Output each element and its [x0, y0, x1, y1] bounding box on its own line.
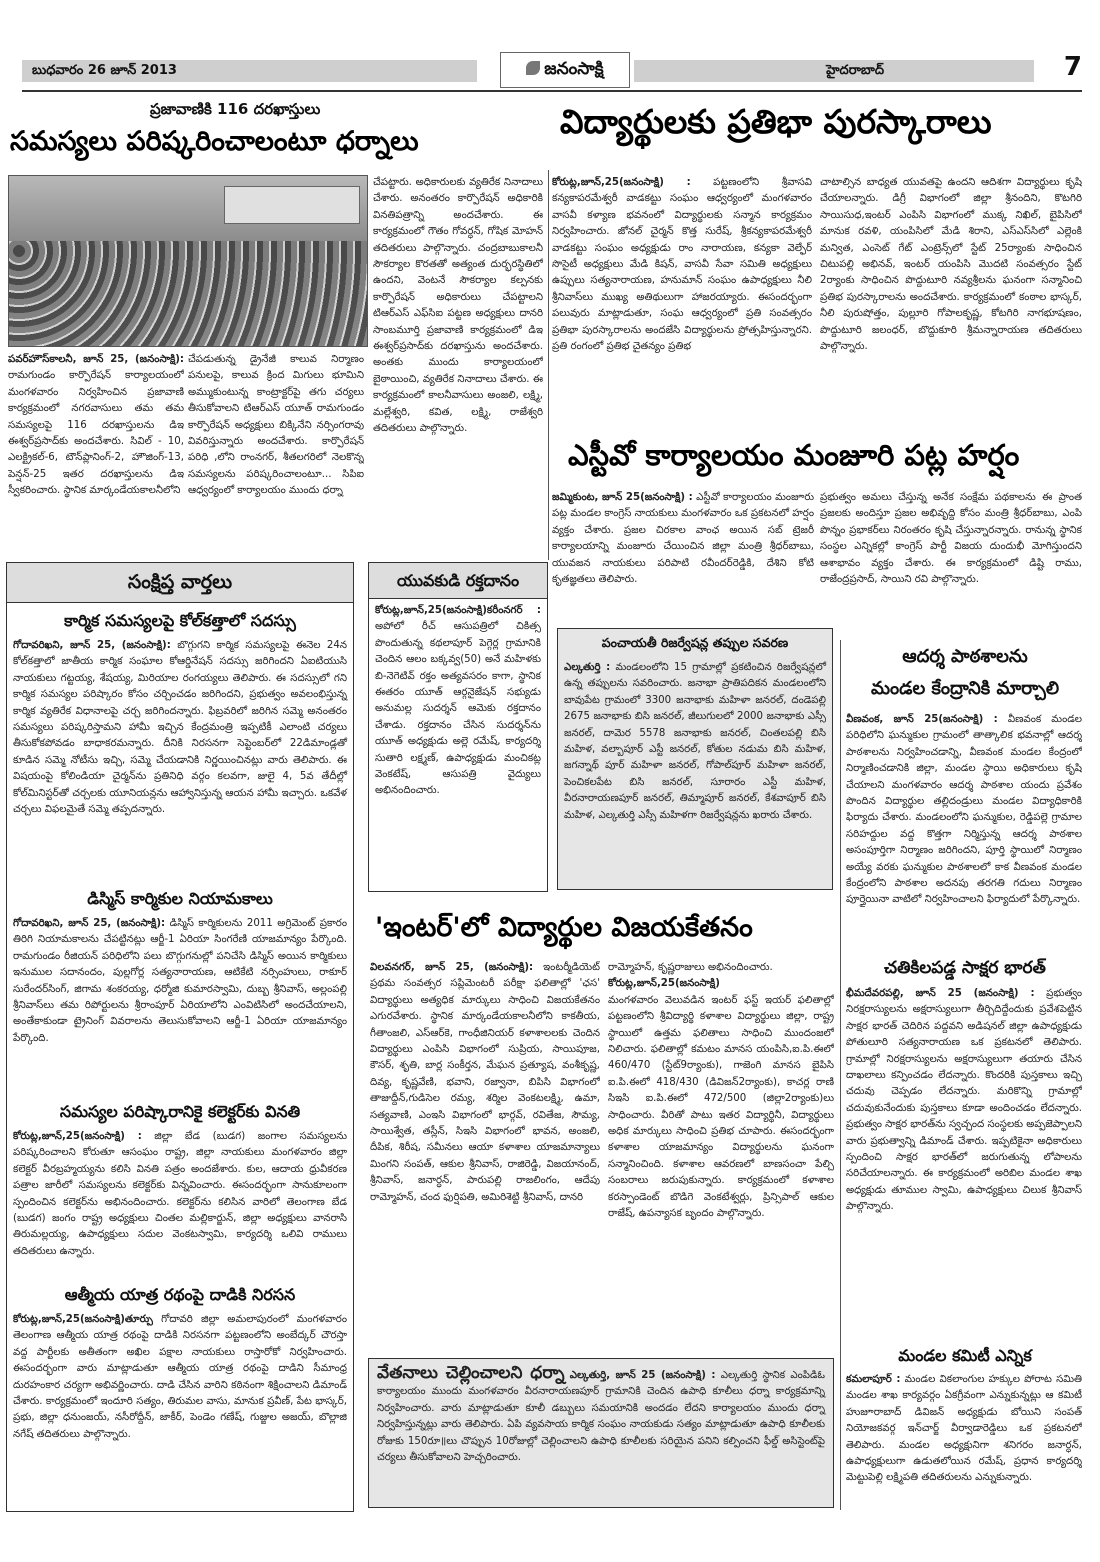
model-school-headline-1: ఆదర్శ పాఠశాలను	[902, 646, 1028, 667]
leaf-icon	[526, 61, 540, 75]
panchayat-text: మండలంలోని 15 గ్రామాల్లో ప్రకటించిన రిజర్వేషన్లలో ఉన్న తప్పులను సవరించారు. జనాభా ప్రాతిపదికన మండలంలోని బావుపేట గ్రామంలో 3300 జనాభాకు మహిళా జనరల్‌, దండెపల్లి 2675 జనాభాకు బిసి జనరల్‌, జీలుగులలో 2000 జనాభాకు ఎస్సీ జనరల్‌, దామెర 5578 జనాభాకు జనరల్‌, చింతలపల్లి బిసి మహిళ, వల్బాపూర్‌ ఎస్టీ జనరల్‌, కోతుల నడుమ బిసి మహిళ, జగన్నాథ్‌ పూర్‌ మహిళా జనరల్‌, గోపాల్‌పూర్‌ మహిళా జనరల్‌, పెంచికలపేట బిసి జనరల్‌, సూరారం ఎస్టీ మహిళ, వీరనారాయణపూర్‌ జనరల్‌, తిమ్మాపూర్‌ జనరల్‌, కేశవాపూర్‌ బిసి మహిళ, ఎల్కతుర్తి ఎస్సీ మహిళగా రిజర్వేషన్లను ఖరారు చేశారు.	[564, 662, 827, 821]
model-school-text: వీణవంక మండల పరిధిలోని ఘన్ముకుల గ్రామంలో తాత్కాలిక భవనాల్లో ఆదర్శ పాఠశాలను నిర్వహించడాన్ని, వీణవంక మండల కేంద్రంలో నిర్మాణించడానికి జిల్లా, మండల స్థాయి అధికారులు కృషి చేయాలని మంగళవారం ఆదర్శ పాఠశాల యందు ప్రవేశం పొందిన విద్యార్థుల తల్లిదండ్రులు మండల విద్యాధికారికి ఫిర్యాదు చేశారు. మండలంలోని ఘన్ముకుల, రెడ్డిపల్లె గ్రామాల సరిహద్దుల వద్ద కొత్తగా నిర్మిస్తున్న ఆదర్శ పాఠశాల అసంపూర్తిగా నిర్మాణం జరిగిందని, పూర్తి స్థాయిలో నిర్మాణం అయ్యే వరకు ఘన్ముకుల పాఠశాలలో కాక వీణవంక మండల కేంద్రంలోని పాఠశాల అదనపు తరగతి గదులు నిర్మాణం పూర్తైయినా వాటిలో నిర్వహించాలని ఫిర్యాదులో పేర్కొన్నారు.	[846, 714, 1082, 906]
dharna-col-2	[188, 352, 364, 562]
awards-col-2	[820, 175, 1082, 415]
dharna-dateline: పవర్‌హౌస్‌కాలనీ, జూన్‌ 25, (జనంసాక్షి):	[8, 354, 184, 365]
committee-body	[846, 1372, 1082, 1512]
brief-4-headline: ఆత్మీయ యాత్ర రథంపై దాడికి నిరసన	[64, 1285, 296, 1304]
blood-box	[368, 562, 548, 892]
brief-1-body	[7, 638, 353, 883]
brief-2-body	[7, 916, 353, 1096]
literacy-text: ప్రభుత్వం నిరక్షరాస్యులను అక్షరాస్యులుగా తీర్చిదిద్దేందుకు ప్రవేశపెట్టిన సాక్షర భారత్‌ చెదిరిన పద్దవని అడిషనల్‌ జిల్లా ఉపాధ్యక్షుడు పోతులూరి సత్యనారాయణ ఒక ప్రకటనలో తెలిపారు. గ్రామాల్లో నిరక్షరాస్యులను అక్షరాస్యులుగా తయారు చేసిన దాఖలాలు కన్పించడం లేదన్నారు. కొందరికి పుస్తకాలు ఇచ్చి చదువు చెప్పడం లేదన్నారు. మరికొన్ని గ్రామాల్లో చదువుకునేందుకు పుస్తకాలు కూడా అందించడం లేదన్నారు. ప్రభుత్వం సాక్షర భారత్‌ను స్వచ్ఛంద సంస్థలకు అప్పజెప్పాలని వారు ప్రభుత్వాన్ని డిమాండ్‌ చేశారు. ఇప్పటికైనా అధికారులు స్పందించి సాక్షర భారత్‌లో జరుగుతున్న లోపాలను సరిచేయాలన్నారు. ఈ కార్యక్రమంలో అరిబిల మండల శాఖ అధ్యక్షుడు తూముల స్వామి, ఉపాధ్యక్షులు చిలుక శ్రీనివాస్‌ పాల్గొన్నారు.	[846, 988, 1082, 1213]
newspaper-logo	[500, 52, 630, 88]
wages-dateline: ఎల్కతుర్తి, జూన్‌ 25 (జనంసాక్షి) :	[569, 1370, 716, 1381]
inter-dateline-1: విలవనగర్‌, జూన్‌ 25, (జనంసాక్షి):	[370, 962, 534, 973]
estivo-text-1: ఎస్టీవో కార్యాలయం మంజూరు పట్ల మండల కాంగ్రెస్‌ నాయకులు మంగళవారం ఒక ప్రకటనలో హర్షం వ్యక్తం చేశారు. ప్రజల చిరకాల వాంఛ అయిన సబ్‌ ట్రెజరీ కార్యాలయాన్ని మంజూరు చేయించిన జిల్లా మంత్రి శ్రీధర్‌బాబు, యువజన నాయకులు పరిపాటి రవీందర్‌రెడ్డికి, దేశిని కోటి కృతజ్ఞతలు తెలిపారు.	[552, 492, 814, 586]
awards-dateline: కోరుట్ల,జూన్‌,25(జనంసాక్షి) :	[552, 177, 691, 188]
crowd-photo	[8, 175, 368, 347]
dharna-col-3	[373, 175, 543, 555]
inter-col-2	[608, 960, 834, 1350]
brief-3-text: జిల్లా బేడ (బుడగ) జంగాల సమస్యలను పరిష్కరించాలని కోరుతూ ఆసంఘం రాష్ట్ర, జిల్లా నాయకులు మంగళవారం జిల్లా కలెక్టర్‌ వీరబ్రహ్మయ్యను కలిసి వినతి పత్రం అందజేశారు. కుల, ఆదాయ ధ్రువీకరణ పత్రాల జారీలో సమస్యలను కలెక్టర్‌కు విన్నవించారు. ఈసందర్భంగా సానుకూలంగా స్పందించిన కలెక్టర్‌ను అభినందించారు. కలెక్టర్‌ను కలిసిన వారిలో తెలంగాణ బేడ (బుడగ) జంగం రాష్ట్ర అధ్యక్షులు చింతల మల్లికార్జున్‌, జిల్లా అధ్యక్షులు వానరాసి తిరుమల్లయ్య, ఉపాధ్యక్షులు సదుల వెంకటస్వామి, కార్యదర్శి ఒలివి రాములు తదితరులు ఉన్నారు.	[13, 1131, 347, 1257]
estivo-headline: ఎస్టీవో కార్యాలయం మంజూరి పట్ల హర్షం	[568, 438, 1020, 472]
estivo-col-1	[552, 490, 814, 630]
panchayat-box	[557, 628, 833, 890]
dharna-text-2: చేపడుతున్న డ్రైనేజీ కాలువ నిర్మాణం పనులపై, కాలువ క్రింద మిగులు భూమిని అమ్ముకుంటున్న కాంట్రాక్టర్‌పై తగు చర్యలు తీసుకోవాలని టిఆర్‌ఎస్‌ యూత్‌ రామగుండం కార్పొరేషన్‌ అధ్యక్షులు బిక్కినేని నర్సింగరావు వివరిస్తున్నారు అందచేశారు. కార్పొరేషన్‌ పరిధి ,లోని రాంనగర్‌, శీతలగరిలో నెలకొన్న సమస్యలను పరిష్కరించాలంటూ... సిపిఐ ఆధ్వర్యంలో కార్యాలయం ముందు ధర్నా	[188, 354, 364, 497]
masthead-rule	[22, 90, 1082, 92]
brief-2-headline: డిస్మిస్‌ కార్మికుల నియామకాలు	[87, 889, 273, 908]
literacy-body	[846, 986, 1082, 1298]
awards-text-2: చాటాల్సిన బాధ్యత యువతపై ఉందని ఆదిశగా విద్యార్థులు కృషి చేయాలన్నారు. డిగ్రీ విభాగంలో జిల్లా శ్రీనందిని, కొటగిరి సాయిసుధ,ఇంటర్‌ ఎంపిసి విభాగంలో ముక్క నిఖిల్‌, బైపిసిలో మానుక రవళి, యంపిసిలో మేడి శిరాని, ఎస్‌ఎస్‌సిలో ఎల్లెంకి మన్విత, ఎంసెట్‌ గేట్‌ ఎంట్రెన్స్‌లో స్టేట్‌ 25ర్యాంకు సాధించిన చిటుపల్లి అభినవ్‌, ఇంటర్‌ యంపిసి మొదటి సంవత్సరం స్టేట్‌ 2ర్యాంకు సాధించిన పొద్దుటూరి నవ్యశ్రీలను ఘనంగా సన్మానించి ప్రతిభ పురస్కారాలను అందచేశారు. కార్యక్రమంలో కంఠాల భాస్కర్‌, నీలి పురుషోత్తం, పుల్లూరి గోపాలకృష్ణ, కోటగిరి నాగభూషణం, పొద్దుటూరి జలంధర్‌, బొద్దుకూరి శ్రీమన్నారాయణ తదితరులు పాల్గొన్నారు.	[820, 177, 1082, 353]
dharna-kicker: ప్రజావాణికి 116 దరఖాస్తులు	[150, 100, 321, 118]
estivo-text-2: ప్రభుత్వం అమలు చేస్తున్న అనేక సంక్షేమ పథకాలను ఈ ప్రాంత ప్రజలకు అందిస్తూ ప్రజల అభివృద్ది కోసం మంత్రి శ్రీధర్‌బాబు, ఎంపి పొన్నం ప్రభాకర్‌లు నిరంతరం కృషి చేస్తున్నారన్నారు. రానున్న స్థానిక సంస్థల ఎన్నికల్లో కాంగ్రెస్‌ పార్టీ విజయ దుందుభీ మోగిస్తుందని ఆశాభావం వ్యక్తం చేశారు. ఈ కార్యక్రమంలో డిష్టి రాము, రాజేంద్రప్రసాద్‌, సాయిని రవి పాల్గొన్నారు.	[820, 492, 1082, 586]
logo-text: జనంసాక్షి	[544, 59, 604, 79]
edition-city: హైదరాబాద్‌	[634, 60, 1034, 82]
brief-2-text: డిస్మిస్‌ కార్మికులను 2011 అగ్రిమెంట్‌ ప్రకారం తిరిగి నియామకాలను చేపట్టినట్లు ఆర్జీ-1 ఏరియా సింగరేణి యాజమాన్యం పేర్కొంది. రామగుండం రీజియన్‌ పరిధిలోని పలు బొగ్గుగనుల్లో పనిచేసి డిస్మిస్‌ అయిన కార్మికులు ఇనుముల సదానందం, పుల్లగోర్ల సత్యనారాయణ, ఆటికేటి నర్సింహులు, రాకూర్‌ సురేందర్‌సింగ్‌, జిగామ శంకరయ్య, ధర్మోజి కుమారస్వామి, దుబ్బ శ్రీనివాస్‌, అల్లంపల్లి శ్రీనివాస్‌లు తమ రిపోర్టులను శ్రీరాంపూర్‌ ఏరియాలోని ఎంవిటిసిలో అందచేయాలని, అంతేకాకుండా ట్రైనింగ్‌ వివరాలను తెలుసుకోవాలని ఆర్జీ-1 ఏరియా యాజమాన్యం పేర్కొంది.	[13, 918, 348, 1044]
column-rule	[840, 640, 841, 1510]
brief-4-dateline: కోరుట్ల,జూన్‌,25(జనంసాక్షి)తూర్పు	[13, 1314, 153, 1325]
brief-1-dateline: గోదావరిఖని, జూన్‌ 25, (జనంసాక్షి):	[13, 640, 171, 651]
dharna-text-3: చేపట్టారు. అధికారులకు వ్యతిరేక నినాదాలు చేశారు. అనంతరం కార్పొరేషన్‌ అధికారికి వినతిపత్రాన్ని అందచేశారు. ఈ కార్యక్రమంలో గౌతం గోవర్ధన్‌, గోషిక మోహన్‌ తదితరులు పాల్గొన్నారు. చంద్రబాబుకాలనీ సౌకర్యాల కొరతతో అత్యంత దుర్భరస్థితిలో ఉందని, వెంటనే సౌకర్యాల కల్పనకు కార్పొరేషన్‌ అధికారులు చేపట్టాలని టిఆర్‌ఎస్‌ ఎఫ్‌సిఐ పట్టణ అధ్యక్షులు దానరి సాంబమూర్తి ప్రజావాణి కార్యక్రమంలో డిఇ ఈశ్వర్‌ప్రసాద్‌కు దరఖాస్తును అందచేశారు. అంతకు ముందు కార్యాలయంలో బైఠాయించి, వ్యతిరేక నినాదాలు చేశారు. ఈ కార్యక్రమంలో కాలనీవాసులు అంజలి, లక్ష్మి, మల్లేశ్వరి, కవిత, లక్ష్మి, రాజేశ్వరి తదితరులు పాల్గొన్నారు.	[373, 177, 543, 435]
briefs-box	[6, 562, 354, 1512]
inter-col-1	[370, 960, 600, 1350]
wages-text: ఎల్కతుర్తి స్థానిక ఎంపిడిఓ కార్యాలయం ముందు మంగళవారం వీరనారాయణపూర్‌ గ్రామానికి చెందిన ఉపాధి కూలీలు ధర్నా కార్యక్రమాన్ని నిర్వహించారు. వారు మాట్లాడుతూ కూలీ డబ్బులు సమయానికి అందడం లేదని కార్యాలయం ముందు ధర్నా నిర్వహిస్తున్నట్లు వారు తెలిపారు. ఏపి వ్యవసాయ కార్మిక సంఘం నాయకుడు సత్యం మాట్లాడుతూ ఉపాధి కూలీలకు రోజుకు 150రూ॥లు చొప్పున 10రోజుల్లో చెల్లించాలని ఉపాధి కూలీలకు సరియైన పనిని కల్పించని ఫీల్డ్‌ అసిస్టెంట్‌పై చర్యలు తీసుకోవాలని హెచ్చరించారు.	[377, 1370, 825, 1464]
dharna-headline: సమస్యలు పరిష్కరించాలంటూ ధర్నాలు	[10, 126, 419, 157]
page-number: 7	[1063, 52, 1082, 82]
committee-headline: మండల కమిటీ ఎన్నిక	[898, 1346, 1032, 1365]
brief-4-text: గోదావరి జిల్లా అమలాపురంలో మంగళవారం తెలంగాణ ఆత్మీయ యాత్ర రథంపై దాడికి నిరసనగా పట్టణంలోని అంబేద్కర్‌ చౌరస్తా వద్ద పార్టీలకు అతీతంగా అఖిల పక్షాల నాయకులు రాస్తారోకో నిర్వహించారు. ఈసందర్భంగా వారు మాట్లాడుతూ ఆత్మీయ యాత్ర రథంపై దాడిని సీమాంధ్ర దురహంకార చర్యగా అభివర్ణించారు. దాడి చేసిన వారిని కఠినంగా శిక్షించాలని డిమాండ్‌ చేశారు. కార్యక్రమంలో ఇందూరి సత్యం, తిరుమల వాసు, మానుక ప్రవీణ్‌, పేట భాస్కర్‌, ప్రభు, జిల్లా ధనుంజయ్‌, నసీరోద్దీన్‌, జాకీర్‌, పెండెం గణేష్‌, గుజ్జుల అజయ్‌, బొల్లాజి నగేష్‌ తదితరులు పాల్గొన్నారు.	[13, 1314, 347, 1440]
panchayat-dateline: ఎల్కతుర్తి :	[564, 662, 611, 673]
estivo-dateline: జమ్మికుంట, జూన్‌ 25(జనంసాక్షి) :	[552, 492, 693, 503]
brief-3-dateline: కోరుట్ల,జూన్‌,25(జనంసాక్షి) :	[13, 1131, 142, 1142]
inter-text-2-lead: రామ్మోహన్‌, కృష్ణరాజులు అభినందించారు.	[608, 962, 773, 973]
blood-body	[369, 599, 547, 889]
dharna-text-1: రామగుండం కార్పొరేషన్‌ కార్యాలయంలో మంగళవారం నిర్వహించిన ప్రజావాణి కార్యక్రమంలో నగరవాసులు తమ తమ సమస్యలపై 116 దరఖాస్తులను డిఇ ఈశ్వర్‌ప్రసాద్‌కు అందచేశారు. సివిల్‌ - 10, ఎలక్ట్రికల్‌-6, టౌన్‌ప్లానింగ్‌-2, హౌజింగ్‌-13, పెన్షన్‌-25 ఇతర దరఖాస్తులను డిఇ స్వీకరించారు. స్థానిక మార్కండేయకాలనీలోని	[8, 370, 184, 497]
dharna-col-1	[8, 352, 184, 562]
literacy-headline: చతికిలపడ్డ సాక్షర భారత్‌	[884, 958, 1046, 978]
brief-3-headline: సమస్యల పరిష్కారానికై కలెక్టర్‌కు వినతి	[59, 1102, 301, 1121]
literacy-dateline: భీమదేవరపల్లి, జూన్‌ 25 (జనంసాక్షి) :	[846, 988, 1035, 999]
inter-text-2: మంగళవారం వెలువడిన ఇంటర్‌ ఫస్ట్‌ ఇయర్‌ ఫలితాల్లో పట్టణంలోని శ్రీవిద్యార్థి కళాశాల విద్యార్థులు జిల్లా, రాష్ట్ర స్థాయిలో ఉత్తమ ఫలితాలు సాధించి ముందంజలో నిలిచారు. ఫలితాల్లో కమటం మానస యంపిసి,ఐ.పి.ఈలో 460/470 (స్టేట్‌9ర్యాంకు), గాజెంగి మానస బైపిసి ఐ.పి.ఈలో 418/430 (డివిజన్‌2ర్యాంకు), కాచర్ల రాణి సిఇసి ఐ.పి.ఈలో 472/500 (జిల్లా2ర్యాంకు)లు సాధించారు. వీరితో పాటు ఇతర విద్యార్థినీ, విద్యార్థులు అధిక మార్కులు సాధించి ప్రతిభ చూపారు. ఈసందర్భంగా కళాశాల యాజమాన్యం విద్యార్థులను ఘనంగా సన్మానించింది. కళాశాల ఆవరణలో బాణసంచా పేల్చి సంబరాలు జరుపుకున్నారు. కార్యక్రమంలో కళాశాల కరస్పాండెంట్‌ బొడిగె వెంకటేశ్వర్లు, ప్రిన్సిపాల్‌ ఆకుల రాజేష్‌, ఉపన్యాసక బృందం పాల్గొన్నారు.	[608, 994, 834, 1220]
photo-banner	[224, 186, 360, 223]
brief-4-body	[7, 1312, 353, 1462]
estivo-col-2	[820, 490, 1082, 630]
wages-body	[369, 1359, 833, 1499]
brief-3-body	[7, 1129, 353, 1279]
awards-headline: విద్యార్థులకు ప్రతిభా పురస్కారాలు	[560, 102, 992, 141]
issue-date: బుధవారం 26 జూన్‌ 2013	[22, 60, 477, 82]
column-rule	[548, 170, 549, 560]
committee-text: మండల వికలాంగుల హక్కుల పోరాట సమితి మండల శాఖ కార్యవర్గం ఏకగ్రీవంగా ఎన్నుకున్నట్లు ఆ కమిటీ హుజూరాబాద్‌ డివిజన్‌ అధ్యక్షుడు బోయిని సంపత్‌ నియోజకవర్గ ఇన్‌చార్జ్‌ వీర్వాడారెడ్డిలు ఒక ప్రకటనలో తెలిపారు. మండల అధ్యక్షునిగా శనిగరం జనార్ధన్‌, ఉపాధ్యక్షులుగా ఉడుతలోయిన రమేష్‌, ప్రధాన కార్యదర్శి మెట్టుపెల్లి లక్ష్మిపతి తదితరులను ఎన్నుకున్నారు.	[846, 1374, 1082, 1484]
panchayat-body	[558, 658, 832, 888]
blood-text: అపోలో రీచ్‌ ఆసుపత్రిలో చికిత్స పొందుతున్న కథలాపూర్‌ పెగ్గెర్ల గ్రామానికి చెందిన ఆలం బక్కవ్వ(50) అనే మహిళకు బి-నెగెటివ్‌ రక్తం అత్యవసరం కాగా, స్థానిక ఈతరం యూత్‌ ఆర్గనైజేషన్‌ సభ్యుడు అనుమల్ల సుదర్శన్‌ ఆమెకు రక్తదానం చేశాడు. రక్తదానం చేసిన సుదర్శన్‌ను యూత్‌ అధ్యక్షుడు అల్లె రమేష్‌, కార్యదర్శి సుతారి లక్ష్మణ్‌, ఉపాధ్యక్షుడు మంచికట్ల వెంకటేష్‌, ఆసుపత్రి వైద్యులు అభినందించారు.	[375, 621, 541, 797]
model-school-dateline: వీణవంక, జూన్‌ 25(జనంసాక్షి) :	[846, 714, 998, 725]
model-school-headline-2: మండల కేంద్రానికి మార్చాలి	[870, 678, 1060, 699]
inter-dateline-2: కోరుట్ల,జూన్‌,25(జనంసాక్షి)	[608, 978, 720, 990]
masthead	[22, 52, 1082, 88]
wages-box	[368, 1358, 834, 1508]
inter-text-1: ఇంటర్మీడియెట్‌ ప్రథమ సంవత్సర సప్లిమెంటరీ పరీక్షా ఫలితాల్లో 'ఛస' విద్యార్థులు అత్యధిక మార్కులు సాధించి విజయకేతనం ఎగురవేశారు. స్థానిక మార్కండేయకాలనీలోని కాకతీయ, గీతాంజలి, ఎస్‌ఆర్‌కె, గాంధీజినియర్‌ కళాశాలలకు చెందిన విద్యార్థులు ఎంపిసి విభాగంలో సుప్రియ, సాయిపూజ, కౌసర్‌, శృతి, బార్ల సంకీర్తన, మేఘన ప్రత్యూష, వంశీకృష్ణ, దివ్య, కృష్ణవేణి, భవాని, రజ్వానా, బిపిసి విభాగంలో తాజుద్దీన్‌,గుడిసెల రమ్య, శర్మిల వెంకటలక్ష్మి, ఉమా, సత్యవాణి, ఎంఇసి విభాగంలో భార్గవ్‌, రవితేజ, సౌమ్య, సాయిశ్వేత, తస్లీన్‌, సిఇసి విభాగంలో భావన, అంజలి, దీపిక, శిరీష, సమీనలు ఆయా కళాశాల యాజమాన్యాలు మింగని సంపత్‌, ఆకుల శ్రీనివాస్‌, రాజిరెడ్డి, విజయానంద్‌, శ్రీనివాస్‌, జనార్ధన్‌, పారుపల్లి రాజలింగం, ఆదేపు రామ్మోహన్‌, చంద ఫుర్షిపతి, అమిరిశెట్టి శ్రీనివాస్‌, దానరి	[370, 962, 600, 1203]
blood-dateline: కోరుట్ల,జూన్‌,25(జనంసాక్షి)కరీంనగర్‌ :	[375, 605, 541, 616]
blood-headline: యువకుడి రక్తదానం	[369, 563, 547, 599]
wages-headline: వేతనాలు చెల్లించాలని ధర్నా	[377, 1363, 565, 1383]
awards-text-1: పట్టణంలోని శ్రీవాసవి కన్యకాపరమేశ్వరీ వాడకట్టు సంఘం ఆధ్వర్యంలో మంగళవారం వాసవీ కళ్యాణ భవనంలో విద్యార్థులకు సన్మాన కార్యక్రమం నిర్వహించారు. జోనల్‌ చైర్మన్‌ కొత్త సురేష్‌, శ్రీకన్యకాపరమేశ్వరీ వాడకట్టు సంఘం అధ్యక్షుడు రాం నారాయణ, కన్యకా వెల్ఫేర్‌ సొసైటీ అధ్యక్షులు మేడి కిషన్‌, వాసవీ సేవా సమితి అధ్యక్షులు ఉప్పులు సత్యనారాయణ, హనుమాన్‌ సంఘం ఉపాధ్యక్షులు నీలి శ్రీనివాస్‌లు ముఖ్య అతిథులుగా హాజరయ్యారు. ఈసందర్భంగా పలువురు మాట్లాడుతూ, సంఘ ఆధ్వర్యంలో ప్రతి సంవత్సరం ప్రతిభా పురస్కారాలను అందజేసి విద్యార్థులను ప్రోత్సహిస్తున్నారని. ప్రతి రంగంలో ప్రతిభ చైతన్యం ప్రతిభ	[552, 177, 812, 353]
brief-1-text: బొగ్గుగని కార్మిక సమస్యలపై ఈనెల 24న కోల్‌కత్తాలో జాతీయ కార్మిక సంఘాల కోఆర్డినేషన్‌ సదస్సు జరిగిందని ఏఐటియుసి నాయకులు గట్టయ్య, శేషయ్య, మిరియాల రంగయ్యలు తెలిపారు. ఈ సదస్సులో గని కార్మిక సమస్యల పరిష్కారం కోసం చర్చించడం జరిగిందని, ప్రభుత్వం అవలంభిస్తున్న కార్మిక వ్యతిరేక విధానాలపై చర్చ జరిగిందన్నారు. ఫిబ్రవరిలో జరిగిన సమ్మె అనంతరం సమస్యలు పరిష్కరిస్తామని హామీ ఇచ్చిన కేంద్రమంత్రి ఇప్పటికీ ఎలాంటి చర్యలు తీసుకోకపోవడం బాధాకరమన్నారు. దీనికి నిరసనగా సెప్టెంబర్‌లో 22డిమాండ్లతో కూడిన సమ్మె నోటీసు ఇచ్చి, సమ్మె చేయడానికి నిర్ణయించినట్లు వారు తెలిపారు. ఈ విషయంపై కోలిండియా చైర్మన్‌ను ప్రతినిధి వర్గం కలవగా, జులై 4, 5వ తేదీల్లో కోల్‌మినిస్టర్‌తో చర్చలకు యూనియన్లను ఆహ్వానిస్తున్న ఆయన హామీ ఇచ్చారు. ఒకవేళ చర్చలు విఫలమైతే సమ్మె తప్పదన్నారు.	[13, 640, 347, 816]
model-school-body	[846, 712, 1082, 948]
brief-1-headline: కార్మిక సమస్యలపై కోల్‌కత్తాలో సదస్సు	[64, 611, 296, 630]
committee-dateline: కమలాపూర్‌ :	[846, 1374, 901, 1385]
awards-col-1	[552, 175, 812, 415]
photo-crowd	[9, 241, 367, 346]
brief-2-dateline: గోదావరిఖని, జూన్‌ 25, (జనంసాక్షి):	[13, 918, 166, 929]
briefs-section-title: సంక్షిప్త వార్తలు	[7, 563, 353, 603]
panchayat-headline: పంచాయతీ రిజర్వేషన్ల తప్పుల సవరణ	[601, 635, 789, 650]
inter-headline: 'ఇంటర్‌'లో విద్యార్థుల విజయకేతనం	[375, 912, 753, 943]
